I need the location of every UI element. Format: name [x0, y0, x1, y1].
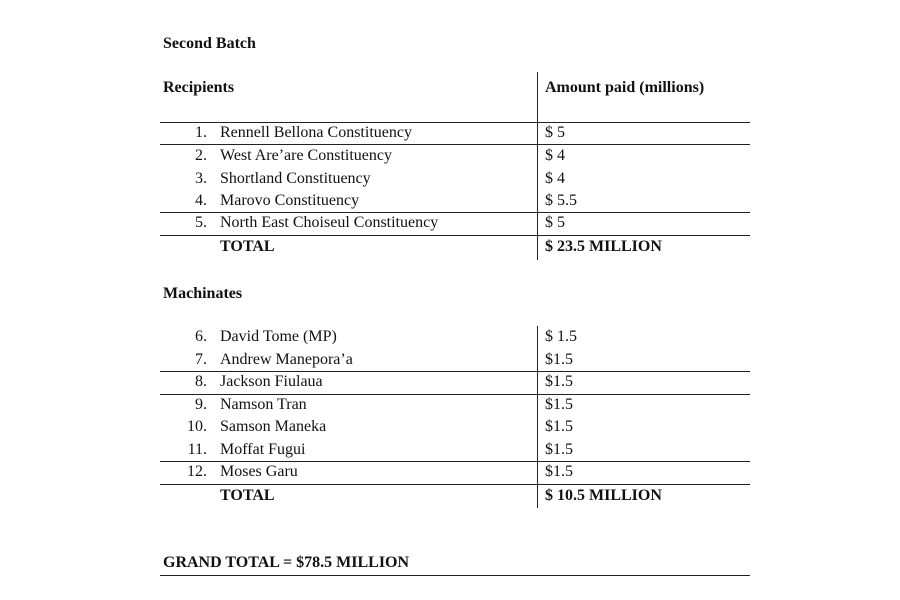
table-row: [0, 168, 900, 190]
amount-column-header: Amount paid (millions): [545, 79, 705, 96]
recipient-name: West Are’are Constituency: [220, 147, 392, 164]
row-number: 2.: [195, 147, 207, 164]
machinate-name: Jackson Fiulaua: [220, 373, 323, 390]
amount-value: $1.5: [545, 418, 573, 435]
amount-value: $1.5: [545, 373, 573, 390]
amount-value: $1.5: [545, 351, 573, 368]
table-row: [0, 349, 900, 371]
table-rule: [160, 235, 750, 236]
table-row: [0, 122, 900, 144]
amount-value: $1.5: [545, 441, 573, 458]
recipient-name: Rennell Bellona Constituency: [220, 124, 412, 141]
total-value: $ 23.5 MILLION: [545, 238, 662, 255]
machinates-heading: Machinates: [163, 285, 243, 302]
total-value: $ 10.5 MILLION: [545, 487, 662, 504]
machinate-name: Moses Garu: [220, 463, 298, 480]
table-row: [0, 145, 900, 167]
row-number: 8.: [195, 373, 207, 390]
total-label: TOTAL: [220, 487, 275, 504]
machinate-name: Andrew Manepora’a: [220, 351, 353, 368]
row-number: 10.: [187, 418, 207, 435]
machinate-name: Samson Maneka: [220, 418, 327, 435]
machinate-name: David Tome (MP): [220, 328, 337, 345]
row-number: 11.: [187, 441, 207, 458]
amount-value: $1.5: [545, 463, 573, 480]
recipient-name: North East Choiseul Constituency: [220, 214, 439, 231]
recipient-name: Shortland Constituency: [220, 170, 371, 187]
row-number: 6.: [195, 328, 207, 345]
grand-total: GRAND TOTAL = $78.5 MILLION: [163, 554, 410, 571]
amount-value: $ 4: [545, 147, 565, 164]
table-row: [0, 394, 900, 416]
total-label: TOTAL: [220, 238, 275, 255]
row-number: 5.: [195, 214, 207, 231]
grand-total-rule: [160, 575, 750, 576]
table-row: [0, 461, 900, 483]
table-row: [0, 416, 900, 438]
machinate-name: Namson Tran: [220, 396, 307, 413]
second-batch-heading: Second Batch: [163, 35, 256, 52]
table-row: [0, 371, 900, 393]
recipient-name: Marovo Constituency: [220, 192, 360, 209]
amount-value: $ 5.5: [545, 192, 577, 209]
amount-value: $ 5: [545, 124, 565, 141]
table-row: [0, 212, 900, 234]
recipients-column-header: Recipients: [163, 79, 235, 96]
row-number: 7.: [195, 351, 207, 368]
table-row: [0, 439, 900, 461]
row-number: 4.: [195, 192, 207, 209]
amount-value: $1.5: [545, 396, 573, 413]
amount-value: $ 4: [545, 170, 565, 187]
machinate-name: Moffat Fugui: [220, 441, 306, 458]
row-number: 1.: [195, 124, 207, 141]
table-rule: [160, 484, 750, 485]
amount-value: $ 5: [545, 214, 565, 231]
amount-value: $ 1.5: [545, 328, 577, 345]
row-number: 3.: [195, 170, 207, 187]
table-row: [0, 190, 900, 212]
table-row: [0, 326, 900, 348]
row-number: 9.: [195, 396, 207, 413]
row-number: 12.: [187, 463, 207, 480]
